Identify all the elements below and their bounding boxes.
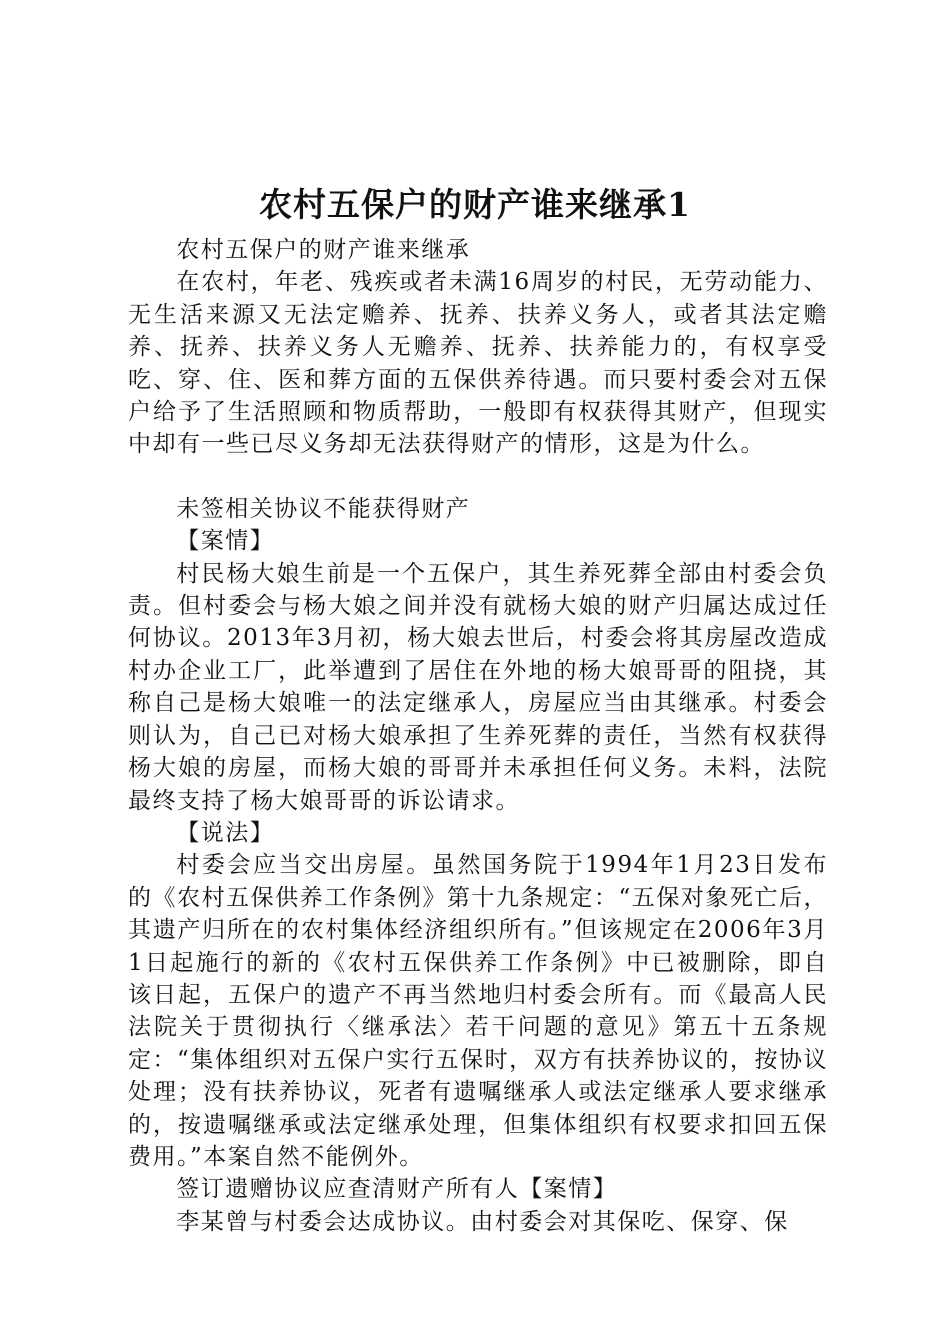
paragraph-analysis-1: 村委会应当交出房屋。虽然国务院于1994年1月23日发布的《农村五保供养工作条例》第十九条规定：“五保对象死亡后，其遗产归所在的农村集体经济组织所有。”但该规定在2006年3月1日起施行的新的《农村五保供养工作条例》中已被删除，即自该日起，五保户的遗产不再当然地归村委会所有。而《最高人民法院关于贯彻执行〈继承法〉若干问题的意见》第五十五条规定：“集体组织对五保户实行五保时，双方有扶养协议的，按协议处理；没有扶养协议，死者有遗嘱继承人或法定继承人要求继承的，按遗嘱继承或法定继承处理，但集体组织有权要求扣回五保费用。”本案自然不能例外。 bbox=[128, 852, 828, 1170]
label-case: 【案情】 bbox=[176, 528, 275, 555]
section-heading-no-agreement: 未签相关协议不能获得财产 bbox=[176, 495, 471, 522]
paragraph-intro: 在农村，年老、残疾或者未满16周岁的村民，无劳动能力、无生活来源又无法定赡养、抚养、扶养义务人，或者其法定赡养、抚养、扶养义务人无赡养、抚养、扶养能力的，有权享受吃、穿、住、医和葬方面的五保供养待遇。而只要村委会对五保户给予了生活照顾和物质帮助，一般即有权获得其财产，但现实中却有一些已尽义务却无法获得财产的情形，这是为什么。 bbox=[128, 269, 828, 458]
paragraph-subtitle: 农村五保户的财产谁来继承 bbox=[176, 237, 471, 263]
paragraph-case-2: 李某曾与村委会达成协议。由村委会对其保吃、保穿、保 bbox=[176, 1208, 789, 1235]
label-analysis: 【说法】 bbox=[176, 819, 275, 846]
section-heading-bequest-agreement: 签订遗赠协议应查清财产所有人【案情】 bbox=[176, 1176, 618, 1203]
document-body bbox=[128, 234, 828, 1238]
document-title: 农村五保户的财产谁来继承1 bbox=[259, 185, 691, 224]
paragraph-case-1: 村民杨大娘生前是一个五保户，其生养死葬全部由村委会负责。但村委会与杨大娘之间并没有就杨大娘的财产归属达成过任何协议。2013年3月初，杨大娘去世后，村委会将其房屋改造成村办企业工厂，此举遭到了居住在外地的杨大娘哥哥的阻挠，其称自己是杨大娘唯一的法定继承人，房屋应当由其继承。村委会则认为，自己已对杨大娘承担了生养死葬的责任，当然有权获得杨大娘的房屋，而杨大娘的哥哥并未承担任何义务。未料，法院最终支持了杨大娘哥哥的诉讼请求。 bbox=[128, 560, 828, 814]
